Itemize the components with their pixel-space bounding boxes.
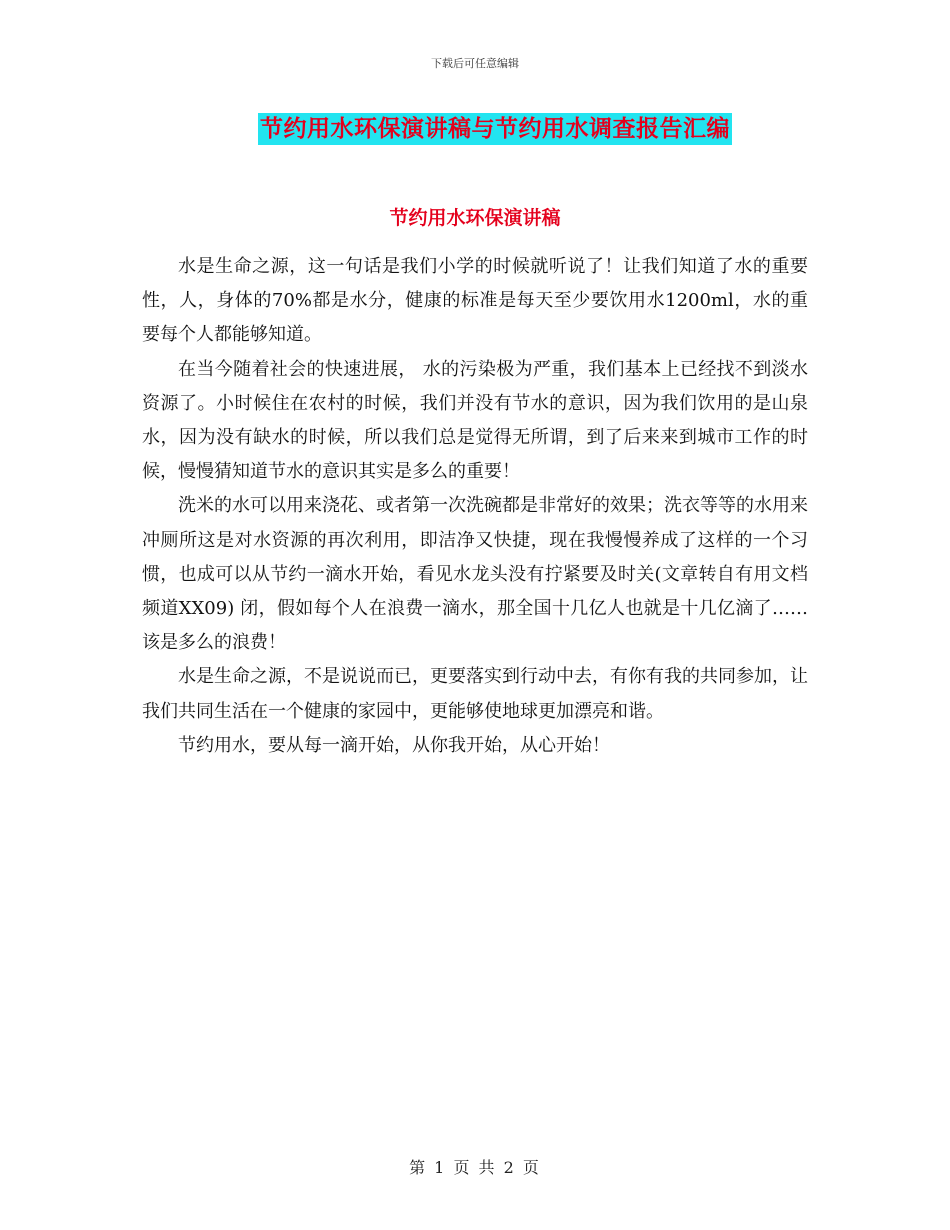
paragraph-3: 洗米的水可以用来浇花、或者第一次洗碗都是非常好的效果；洗衣等等的水用来冲厕所这是对水资源的再次利用，即洁净又快捷，现在我慢慢养成了这样的一个习惯，也成可以从节约一滴水开始，看见水龙头没有拧紧要及时关(文章转自有用文档频道XX09) 闭，假如每个人在浪费一滴水，那全国十几亿人也就是十几亿滴了……该是多么的浪费！ (142, 495, 808, 654)
document-title: 节约用水环保演讲稿与节约用水调查报告汇编 (258, 113, 732, 145)
header-note: 下载后可任意编辑 (431, 57, 519, 70)
document-title-wrap (0, 113, 950, 145)
section-title: 节约用水环保演讲稿 (389, 207, 561, 229)
body-text (142, 250, 808, 763)
paragraph-4: 水是生命之源，不是说说而已，更要落实到行动中去，有你有我的共同参加，让我们共同生活在一个健康的家园中，更能够使地球更加漂亮和谐。 (142, 666, 808, 722)
paragraph-5: 节约用水，要从每一滴开始，从你我开始，从心开始！ (178, 734, 610, 756)
paragraph-1: 水是生命之源，这一句话是我们小学的时候就听说了！让我们知道了水的重要性，人，身体的70%都是水分，健康的标准是每天至少要饮用水1200ml，水的重要每个人都能够知道。 (142, 256, 808, 346)
paragraph-2: 在当今随着社会的快速进展， 水的污染极为严重，我们基本上已经找不到淡水资源了。小时候住在农村的时候，我们并没有节水的意识，因为我们饮用的是山泉水，因为没有缺水的时候，所以我们总是觉得无所谓，到了后来来到城市工作的时候，慢慢猜知道节水的意识其实是多么的重要！ (142, 358, 808, 483)
page-number: 第 1 页 共 2 页 (409, 1158, 541, 1177)
